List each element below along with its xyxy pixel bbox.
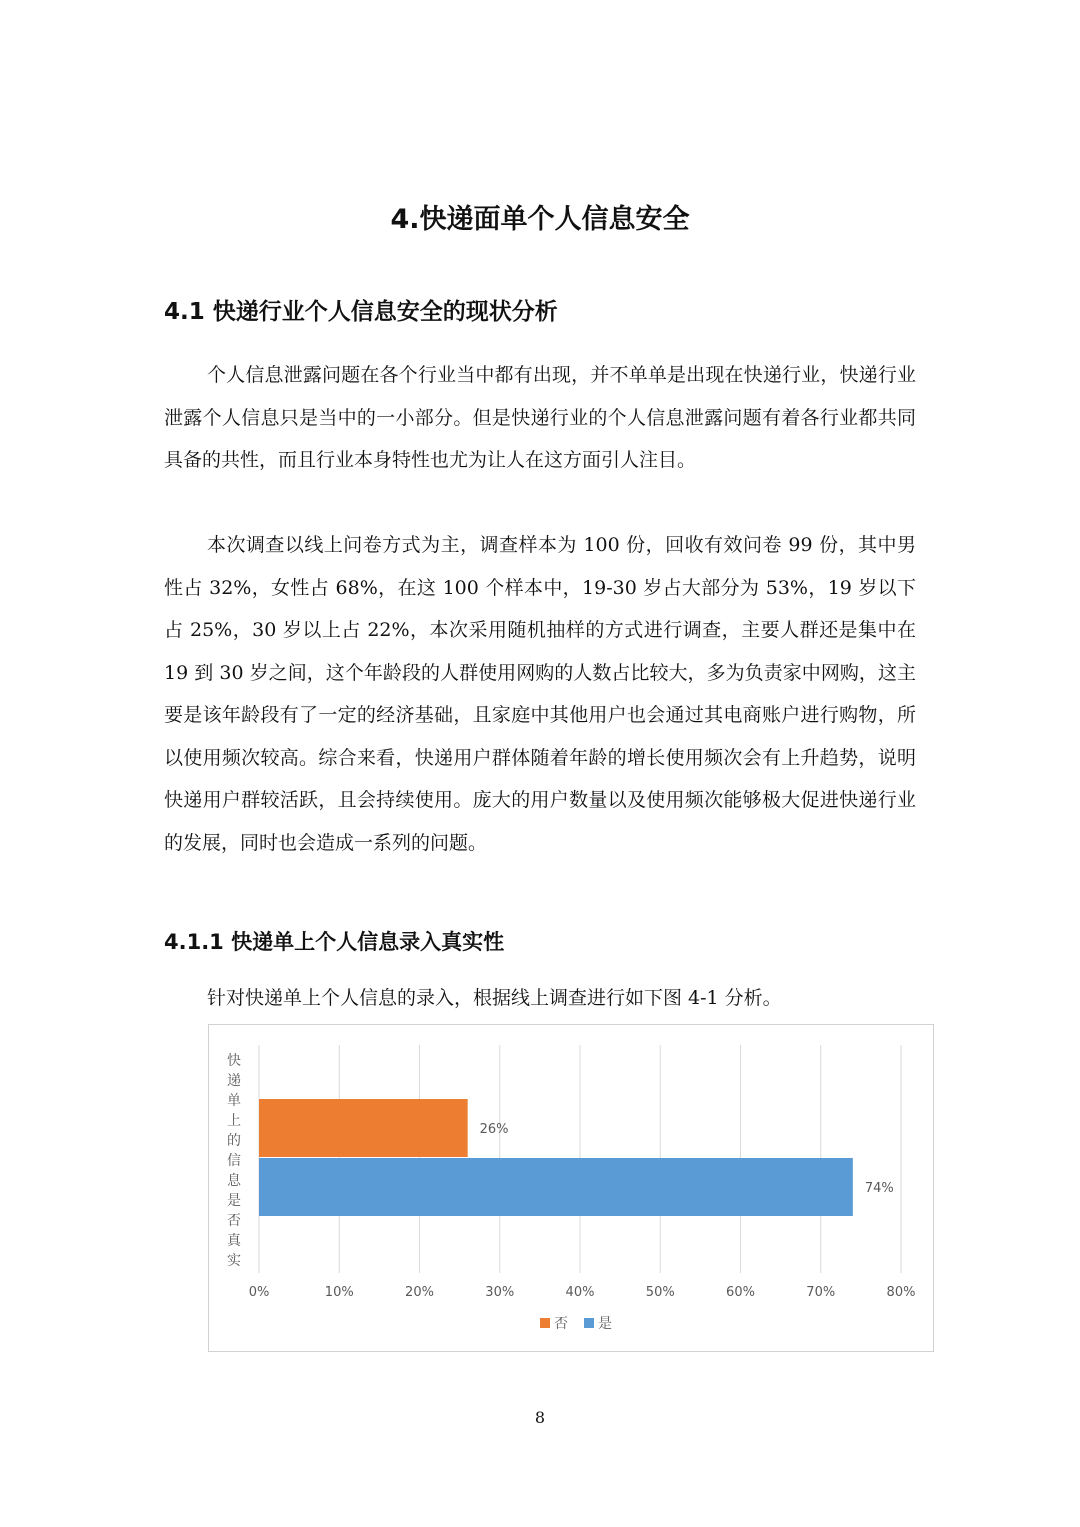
x-tick-label: 30% <box>485 1285 515 1300</box>
bar-yes <box>259 1158 853 1216</box>
x-tick-label: 10% <box>324 1285 354 1300</box>
x-tick-label: 70% <box>806 1285 836 1300</box>
y-axis-label-char: 上 <box>227 1113 241 1129</box>
body-paragraph-1: 个人信息泄露问题在各个行业当中都有出现，并不单单是出现在快递行业，快递行业泄露个人信息只是当中的一小部分。但是快递行业的个人信息泄露问题有着各行业都共同具备的共性，而且行业本身特性也尤为让人在这方面引人注目。 <box>164 364 916 471</box>
legend-label: 否 <box>554 1316 568 1332</box>
x-tick-label: 80% <box>886 1285 916 1300</box>
legend-swatch <box>540 1318 550 1328</box>
y-axis-label-char: 实 <box>227 1253 241 1269</box>
y-axis-label-char: 否 <box>227 1213 241 1229</box>
y-axis-label-char: 真 <box>227 1233 241 1249</box>
page-number: 8 <box>534 1408 546 1427</box>
y-axis-label-char: 单 <box>227 1093 241 1109</box>
x-tick-label: 60% <box>726 1285 755 1300</box>
x-tick-label: 50% <box>645 1285 675 1300</box>
section-title: 4.1 快递行业个人信息安全的现状分析 <box>164 299 558 325</box>
body-paragraph-2: 本次调查以线上问卷方式为主，调查样本为 100 份，回收有效问卷 99 份，其中男性占 32%，女性占 68%，在这 100 个样本中，19-30 岁占大部分为 53%，19 岁以下占 25%，30 岁以上占 22%，本次采用随机抽样的方式进行调查，主要人群还是集中在 19 到 30 岁之间，这个年龄段的人群使用网购的人数占比较大，多为负责家中网购，这主要是该年龄段有了一定的经济基础，且家庭中其他用户也会通过其电商账户进行购物，所以使用频次较高。综合来看，快递用户群体随着年龄的增长使用频次会有上升趋势，说明快递用户群较活跃，且会持续使用。庞大的用户数量以及使用频次能够极大促进快递行业的发展，同时也会造成一系列的问题。 <box>164 534 916 854</box>
y-axis-label-char: 信 <box>227 1153 241 1169</box>
y-axis-label-char: 快 <box>227 1053 241 1069</box>
chapter-title: 4.快递面单个人信息安全 <box>390 204 690 235</box>
data-label: 26% <box>479 1122 509 1137</box>
y-axis-label-char: 息 <box>227 1173 241 1189</box>
subsection-title: 4.1.1 快递单上个人信息录入真实性 <box>164 930 505 954</box>
bar-no <box>259 1099 468 1157</box>
data-label: 74% <box>864 1181 894 1196</box>
legend-swatch <box>584 1318 594 1328</box>
subsection-paragraph: 针对快递单上个人信息的录入，根据线上调查进行如下图 4-1 分析。 <box>207 987 782 1009</box>
bar-chart <box>209 1025 935 1353</box>
x-tick-label: 0% <box>248 1285 270 1300</box>
y-axis-label-char: 是 <box>227 1193 241 1209</box>
x-tick-label: 20% <box>405 1285 434 1300</box>
chart-figure <box>208 1024 934 1352</box>
y-axis-label-char: 递 <box>227 1073 241 1089</box>
legend-label: 是 <box>598 1316 612 1332</box>
x-tick-label: 40% <box>565 1285 595 1300</box>
y-axis-label-char: 的 <box>227 1133 241 1149</box>
